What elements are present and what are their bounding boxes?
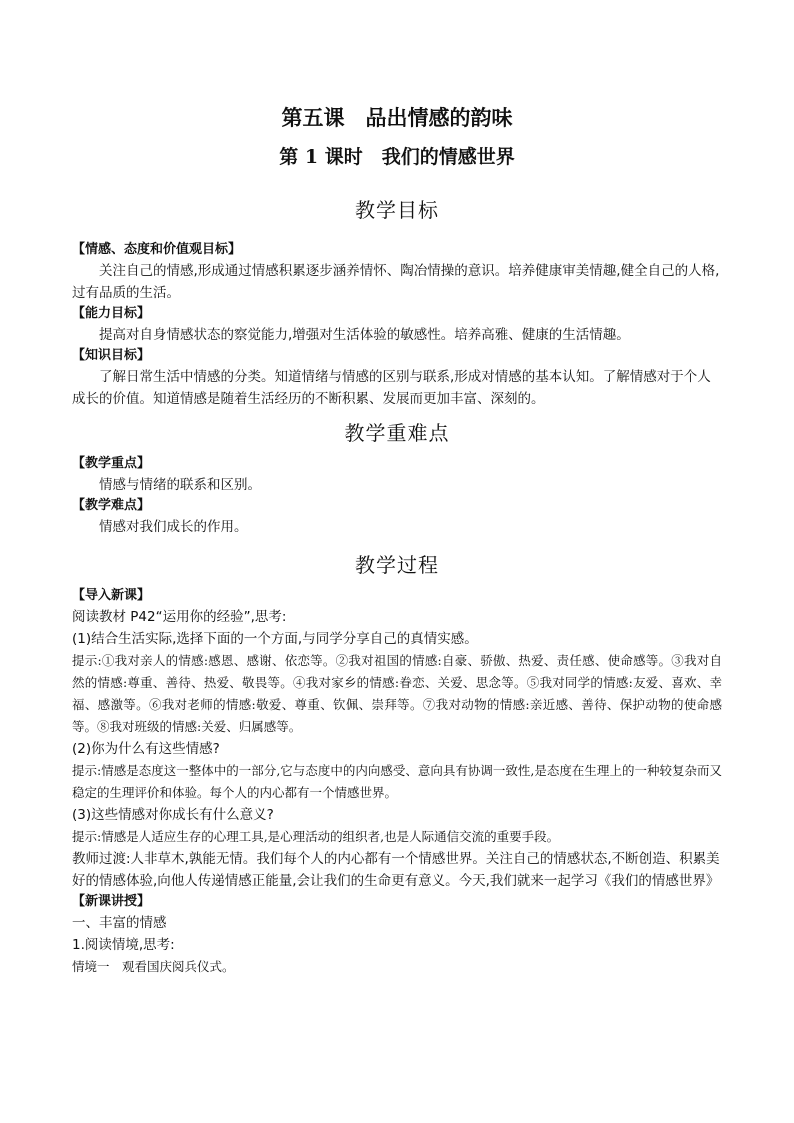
tip-1: 提示:①我对亲人的情感:感恩、感谢、依恋等。②我对祖国的情感:自豪、骄傲、热爱、责任感、使命感等。③我对自然的情感:尊重、善待、热爱、敬畏等。④我对家乡的情感:眷恋、关爱、思念等。⑤我对同学的情感:友爱、喜欢、幸福、感激等。⑥我对老师的情感:敬爱、尊重、钦佩、崇拜等。⑦我对动物的情感:亲近感、善待、保护动物的使命感等。⑧我对班级的情感:关爱、归属感等。 <box>72 653 722 734</box>
lesson-title: 第五课 品出情感的韵味 <box>281 105 513 130</box>
focus-text: 情感与情绪的联系和区别。 <box>99 477 261 493</box>
question-1: (1)结合生活实际,选择下面的一个方面,与同学分享自己的真情实感。 <box>72 631 478 647</box>
question-3: (3)这些情感对你成长有什么意义? <box>72 807 274 823</box>
process-section <box>72 586 722 978</box>
teacher-transition: 教师过渡:人非草木,孰能无情。我们每个人的内心都有一个情感世界。关注自己的情感状态,不断创造、积累美好的情感体验,向他人传递情感正能量,会让我们的生命更有意义。今天,我们就来一起学习《我们的情感世界》 <box>72 851 720 889</box>
read-scene: 1.阅读情境,思考: <box>72 937 175 953</box>
focus-tag: 【教学重点】 <box>72 456 151 471</box>
key-points-heading: 教学重难点 <box>344 421 450 445</box>
attitude-tag: 【情感、态度和价值观目标】 <box>72 242 242 257</box>
new-lesson-tag: 【新课讲授】 <box>72 894 151 909</box>
process-heading: 教学过程 <box>355 553 439 577</box>
objectives-heading: 教学目标 <box>355 198 439 222</box>
document-page <box>72 98 722 978</box>
intro-read: 阅读教材 P42“运用你的经验”,思考: <box>72 609 287 625</box>
ability-text: 提高对自身情感状态的察觉能力,增强对生活体验的敏感性。培养高雅、健康的生活情趣。 <box>99 327 630 343</box>
intro-tag: 【导入新课】 <box>72 588 151 603</box>
difficulty-text: 情感对我们成长的作用。 <box>99 519 248 535</box>
objectives-section <box>72 240 722 410</box>
tip-2: 提示:情感是态度这一整体中的一部分,它与态度中的内向感受、意向具有协调一致性,是态度在生理上的一种较复杂而又稳定的生理评价和体验。每个人的内心都有一个情感世界。 <box>72 763 722 800</box>
scene-1: 情境一 观看国庆阅兵仪式。 <box>72 959 235 974</box>
period-title: 第 1 课时 我们的情感世界 <box>279 146 515 168</box>
knowledge-tag: 【知识目标】 <box>72 348 151 363</box>
key-points-section <box>72 454 722 538</box>
ability-tag: 【能力目标】 <box>72 306 151 321</box>
question-2: (2)你为什么有这些情感? <box>72 741 220 757</box>
attitude-text: 关注自己的情感,形成通过情感积累逐步涵养情怀、陶冶情操的意识。培养健康审美情趣,健全自己的人格,过有品质的生活。 <box>72 263 720 301</box>
section-1-title: 一、丰富的情感 <box>72 915 167 931</box>
tip-3: 提示:情感是人适应生存的心理工具,是心理活动的组织者,也是人际通信交流的重要手段。 <box>72 829 560 844</box>
difficulty-tag: 【教学难点】 <box>72 498 151 513</box>
knowledge-text: 了解日常生活中情感的分类。知道情绪与情感的区别与联系,形成对情感的基本认知。了解情感对于个人成长的价值。知道情感是随着生活经历的不断积累、发展而更加丰富、深刻的。 <box>72 369 711 407</box>
